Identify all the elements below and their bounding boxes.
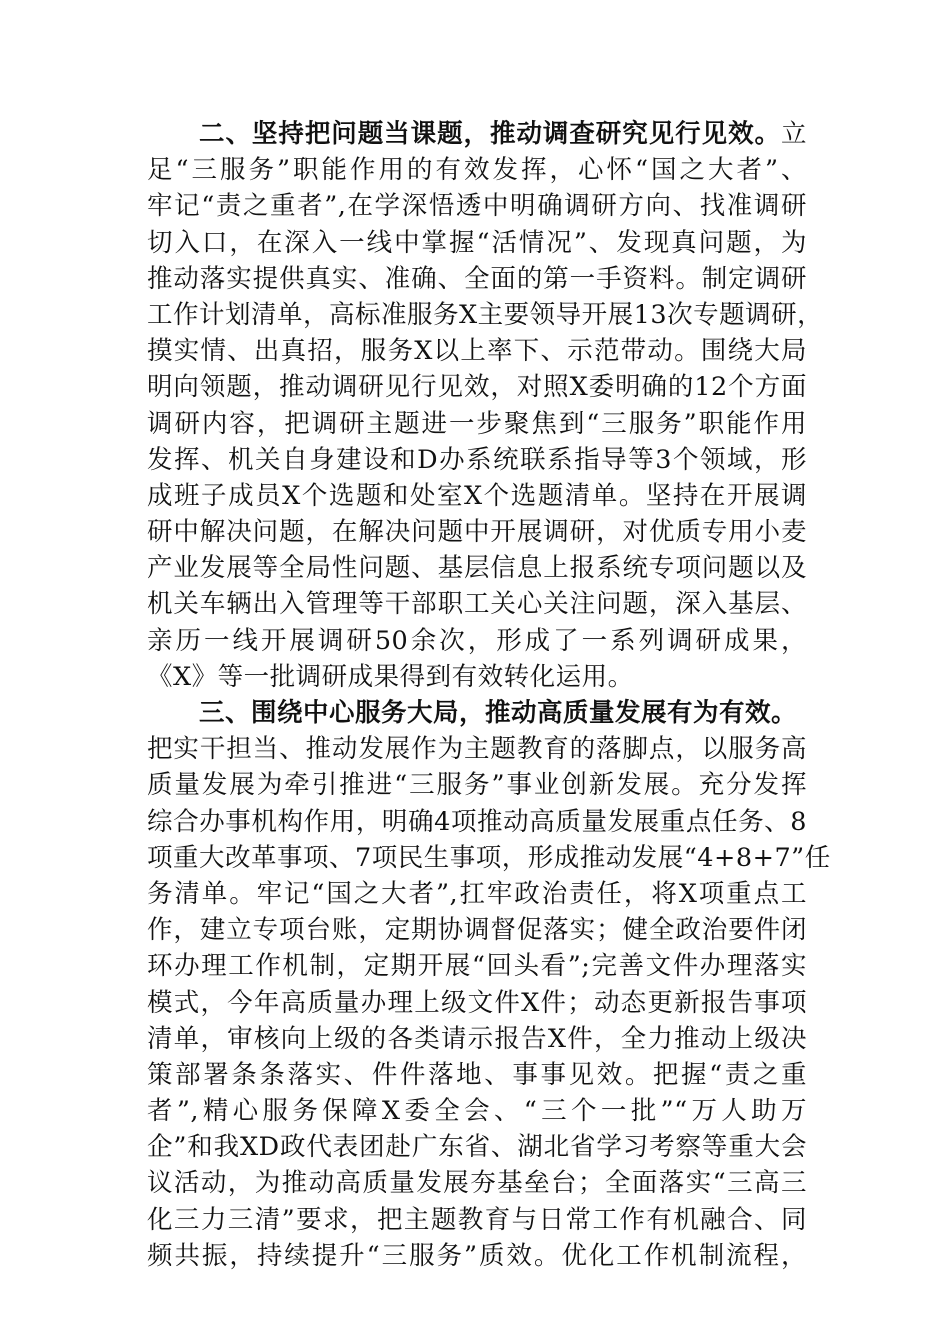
paragraph-line: 频共振，持续提升“三服务”质效。优化工作机制流程，	[147, 1240, 807, 1271]
paragraph-line: 质量发展为牵引推进“三服务”事业创新发展。充分发挥	[147, 770, 807, 801]
paragraph-line: 《X》等一批调研成果得到有效转化运用。	[147, 661, 634, 692]
paragraph-line: 牢记“责之重者”,在学深悟透中明确调研方向、找准调研	[147, 191, 807, 222]
paragraph-line: 工作计划清单，高标准服务X主要领导开展13次专题调研，	[147, 299, 824, 330]
paragraph-line: 策部署条条落实、件件落地、事事见效。把握“责之重	[147, 1059, 807, 1090]
paragraph-line: 机关车辆出入管理等干部职工关心关注问题，深入基层、	[147, 589, 807, 620]
paragraph-line: 模式，今年高质量办理上级文件X件；动态更新报告事项	[147, 987, 807, 1018]
paragraph-line: 务清单。牢记“国之大者”,扛牢政治责任，将X项重点工	[147, 878, 807, 909]
paragraph-line: 企”和我XD政代表团赴广东省、湖北省学习考察等重大会	[147, 1132, 807, 1163]
paragraph-line: 切入口，在深入一线中掌握“活情况”、发现真问题，为	[147, 227, 807, 258]
paragraph-line: 调研内容，把调研主题进一步聚焦到“三服务”职能作用	[147, 408, 807, 439]
paragraph-line: 清单，审核向上级的各类请示报告X件，全力推动上级决	[147, 1023, 807, 1054]
paragraph-line: 化三力三清”要求，把主题教育与日常工作有机融合、同	[147, 1204, 807, 1235]
paragraph-line: 作，建立专项台账，定期协调督促落实；健全政治要件闭	[147, 915, 807, 946]
paragraph-line: 议活动，为推动高质量发展夯基垒台；全面落实“三高三	[147, 1168, 807, 1199]
paragraph-line: 者”,精心服务保障X委全会、“三个一批”“万人助万	[147, 1096, 807, 1127]
paragraph-line: 推动落实提供真实、准确、全面的第一手资料。制定调研	[147, 263, 807, 294]
paragraph-line: 发挥、机关自身建设和D办系统联系指导等3个领域，形	[147, 444, 807, 475]
document-body	[147, 116, 831, 1274]
paragraph-text: 立	[780, 119, 807, 149]
section-heading: 三、围绕中心服务大局，推动高质量发展有为有效。	[199, 698, 798, 728]
paragraph-line: 成班子成员X个选题和处室X个选题清单。坚持在开展调	[147, 480, 807, 511]
paragraph-line: 产业发展等全局性问题、基层信息上报系统专项问题以及	[147, 553, 807, 584]
paragraph-line: 项重大改革事项、7项民生事项，形成推动发展“4+8+7”任	[147, 842, 831, 873]
paragraph-line	[147, 695, 807, 731]
paragraph-line: 综合办事机构作用，明确4项推动高质量发展重点任务、8	[147, 806, 807, 837]
paragraph-line: 摸实情、出真招，服务X以上率下、示范带动。围绕大局	[147, 336, 807, 367]
paragraph-line: 把实干担当、推动发展作为主题教育的落脚点，以服务高	[147, 734, 807, 765]
paragraph-line: 亲历一线开展调研50余次，形成了一系列调研成果，	[147, 625, 807, 656]
paragraph-line: 环办理工作机制，定期开展“回头看”;完善文件办理落实	[147, 951, 807, 982]
paragraph-line: 明向领题，推动调研见行见效，对照X委明确的12个方面	[147, 372, 807, 403]
paragraph-line	[147, 116, 807, 152]
paragraph-line: 研中解决问题，在解决问题中开展调研，对优质专用小麦	[147, 517, 807, 548]
section-heading: 二、坚持把问题当课题，推动调查研究见行见效。	[199, 119, 781, 149]
paragraph-line: 足“三服务”职能作用的有效发挥，心怀“国之大者”、	[147, 155, 807, 186]
